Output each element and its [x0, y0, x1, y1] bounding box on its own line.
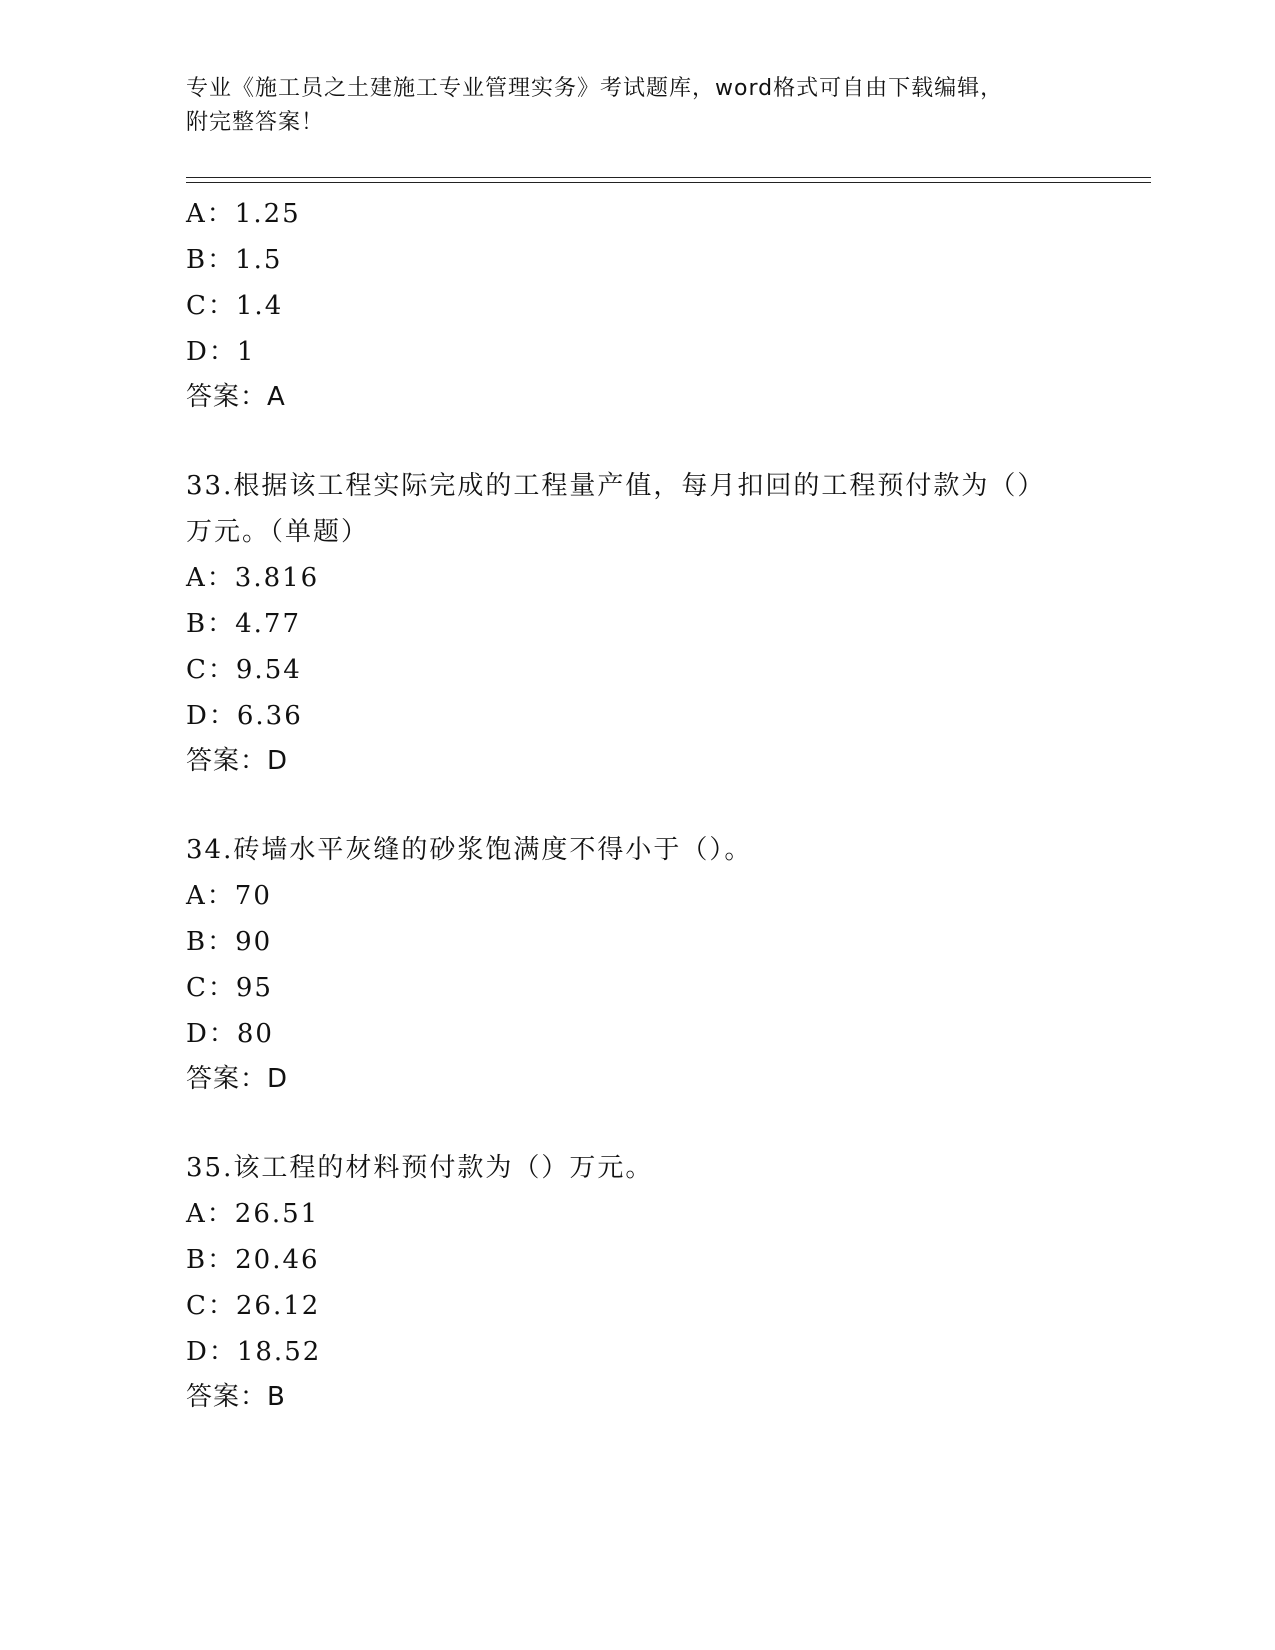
- option-b: B：90: [186, 927, 273, 957]
- question-35: [186, 1145, 1086, 1419]
- option-c: C：95: [186, 973, 273, 1003]
- header-rule-bottom: [186, 182, 1151, 183]
- option-c: C：1.4: [186, 291, 284, 321]
- answer-line: 答案：A: [186, 382, 286, 412]
- option-c: C：26.12: [186, 1291, 321, 1321]
- header-rule-top: [186, 177, 1151, 178]
- answer-line: 答案：D: [186, 1064, 289, 1094]
- option-d: D：1: [186, 337, 256, 367]
- question-33: [186, 463, 1086, 783]
- option-b: B：1.5: [186, 245, 283, 275]
- spacer: [186, 419, 1086, 463]
- question-32: [186, 191, 1086, 419]
- option-c: C：9.54: [186, 655, 302, 685]
- question-stem: 33.根据该工程实际完成的工程量产值，每月扣回的工程预付款为（）: [186, 471, 1046, 501]
- option-a: A：70: [186, 881, 272, 911]
- answer-line: 答案：B: [186, 1382, 286, 1412]
- answer-line: 答案：D: [186, 746, 289, 776]
- option-b: B：20.46: [186, 1245, 320, 1275]
- option-d: D：6.36: [186, 701, 303, 731]
- spacer: [186, 783, 1086, 827]
- option-b: B：4.77: [186, 609, 301, 639]
- option-a: A：26.51: [186, 1199, 320, 1229]
- question-list: [186, 191, 1086, 1419]
- option-d: D：18.52: [186, 1337, 322, 1367]
- question-stem: 35.该工程的材料预付款为（）万元。: [186, 1153, 654, 1183]
- option-a: A：1.25: [186, 199, 301, 229]
- spacer: [186, 1101, 1086, 1145]
- question-34: [186, 827, 1086, 1101]
- document-header: [186, 72, 1066, 140]
- question-stem-continued: 万元。（单题）: [186, 517, 370, 547]
- option-a: A：3.816: [186, 563, 320, 593]
- option-d: D：80: [186, 1019, 274, 1049]
- question-stem: 34.砖墙水平灰缝的砂浆饱满度不得小于（）。: [186, 835, 753, 865]
- header-line-1: 专业《施工员之土建施工专业管理实务》考试题库，word格式可自由下载编辑，: [186, 76, 1004, 101]
- header-line-2: 附完整答案！: [186, 110, 325, 135]
